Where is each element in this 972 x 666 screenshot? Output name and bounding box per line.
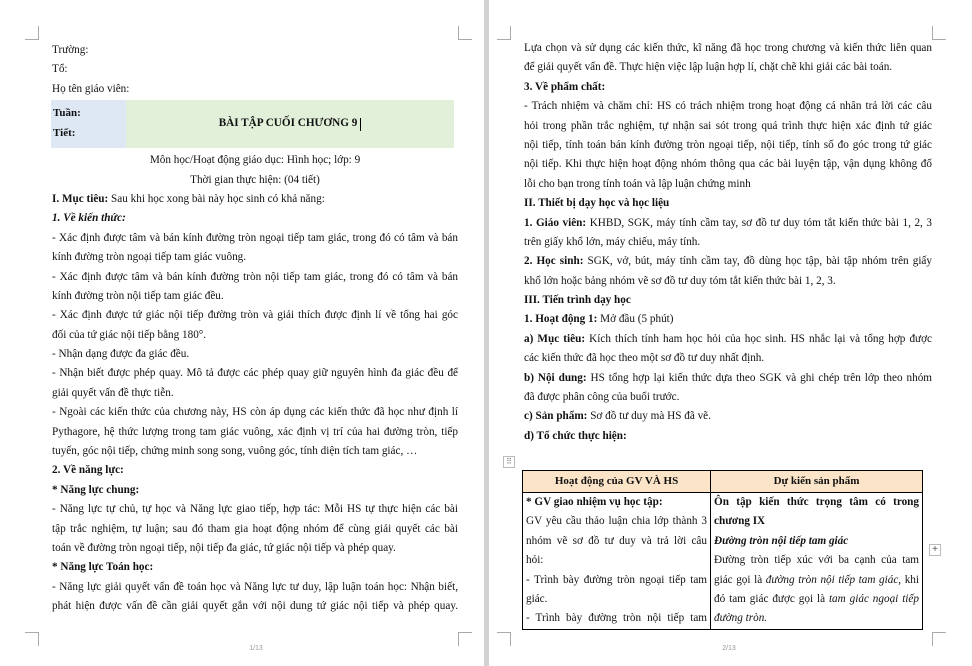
student-equipment-text: SGK, vở, bút, máy tính cầm tay, đồ dùng học tập, bài tập nhóm trên giấy	[583, 255, 932, 268]
table-move-handle-icon[interactable]: ⠿	[503, 456, 515, 468]
competence-item: - Năng lực giải quyết vấn đề toán học và Năng lực tư duy, lập luận toán học: Nhận biết,	[52, 580, 458, 593]
activities-cell[interactable]	[523, 493, 711, 630]
activity-table[interactable]	[522, 470, 923, 630]
page-2-body[interactable]	[524, 39, 932, 446]
product-label: c) Sản phẩm:	[524, 410, 588, 423]
cell-text-italic: đường tròn nội tiếp tam giác,	[765, 573, 902, 586]
teacher-equipment-label: 1. Giáo viên:	[524, 216, 587, 229]
cell-line: Ôn tập kiến thức trọng tâm có trong	[714, 496, 919, 508]
quality-item: lỗi cho bạn trong tính toán và lập luận chứng minh	[524, 177, 751, 190]
student-equipment-line	[524, 252, 932, 271]
competence-item: tập trắc nghiệm, tự luận; sau đó tham gia hoạt động nhóm để cùng giải quyết các bài	[52, 522, 458, 535]
corner-mark	[458, 632, 472, 646]
quality-heading: 3. Về phẩm chất:	[524, 80, 606, 93]
school-label: Trường:	[52, 44, 89, 56]
page-number: 2/13	[722, 645, 736, 652]
content-label: b) Nội dung:	[524, 371, 587, 384]
product-text: Sơ đồ tư duy mà HS đã vẽ.	[587, 410, 711, 423]
corner-mark	[497, 632, 511, 646]
corner-mark	[458, 26, 472, 40]
cell-line: * GV giao nhiệm vụ học tập:	[526, 496, 663, 508]
cell-text: khi	[901, 573, 919, 586]
cell-text: giác gọi là	[714, 573, 766, 586]
organization-label: d) Tổ chức thực hiện:	[524, 429, 627, 442]
knowledge-item: đối của tứ giác nội tiếp bằng 180°.	[52, 328, 207, 341]
general-competence-heading: * Năng lực chung:	[52, 483, 140, 496]
competence-item: toán về đường tròn ngoại tiếp, nội tiếp đa giác, tứ giác nội tiếp và phép quay.	[52, 541, 396, 554]
competence-heading: 2. Về năng lực:	[52, 464, 124, 477]
knowledge-item: giải quyết vấn đề thực tiễn.	[52, 386, 174, 399]
knowledge-item: - Xác định được tâm và bán kính đường tròn nội tiếp tam giác, trong đó có tâm và bán	[52, 270, 458, 283]
corner-mark	[497, 26, 511, 40]
knowledge-item: kính đường tròn nội tiếp tam giác đều.	[52, 289, 224, 302]
goal-cont: các kiến thức đã học theo một sơ đồ tư duy nhất định.	[524, 352, 765, 365]
cell-text-italic: tam giác ngoại tiếp	[828, 592, 919, 605]
knowledge-item: kính đường tròn ngoại tiếp tam giác vuông.	[52, 251, 247, 264]
activity-1-line	[524, 310, 932, 329]
competence-item: - Năng lực tự chủ, tự học và Năng lực giao tiếp, hợp tác: Mỗi HS tự thực hiện các bài	[52, 503, 458, 516]
cell-line: nhóm vẽ sơ đồ tư duy và trả lời câu	[526, 534, 707, 547]
knowledge-item: tuyến, góc nội tiếp, chứng minh song song, vuông góc, tính diện tích tam giác, …	[52, 445, 418, 458]
quality-item: nội tiếp, tính toán bán kính đường tròn ngoại tiếp, nội tiếp, tính số đo góc trong tứ giác	[524, 138, 932, 151]
cell-line	[714, 571, 919, 590]
paragraph-line: Lựa chọn và sử dụng các kiến thức, kĩ năng đã học trong chương và kiến thức liên quan	[524, 42, 932, 54]
cell-line: giác.	[526, 592, 548, 605]
cell-line: đường tròn.	[714, 612, 768, 625]
objective-heading: I. Mục tiêu:	[52, 192, 109, 205]
quality-item: hỏi trong phần trắc nghiệm, tự nhận sai sót trong quá trình thực hiện xác định tứ giác	[524, 119, 932, 132]
cell-text: đó tam giác được gọi là	[714, 592, 829, 605]
content-line	[524, 369, 932, 388]
col-header-products[interactable]: Dự kiến sản phẩm	[711, 471, 923, 493]
products-cell[interactable]	[711, 493, 923, 630]
cell-line: chương IX	[714, 515, 766, 528]
text-cursor	[360, 118, 361, 131]
cell-line	[714, 590, 919, 609]
paragraph-line: để giải quyết vấn đề. Thực hiện việc lập luận hợp lí, chặt chẽ khi giải các bài toán.	[524, 61, 893, 74]
cell-line: Đường tròn nội tiếp tam giác	[714, 534, 849, 547]
product-line	[524, 407, 932, 426]
knowledge-item: - Nhận dạng được đa giác đều.	[52, 348, 190, 361]
quality-item: - Trách nhiệm và chăm chỉ: HS có trách nhiệm trong hoạt động cá nhân trả lời các câu	[524, 100, 932, 113]
equipment-heading: II. Thiết bị dạy học và học liệu	[524, 197, 670, 210]
student-equipment-label: 2. Học sinh:	[524, 255, 584, 268]
cell-line: - Trình bày đường tròn nội tiếp tam	[526, 612, 707, 625]
page-number: 1/13	[249, 645, 263, 652]
lesson-title: BÀI TẬP CUỐI CHƯƠNG 9	[218, 117, 358, 130]
table-row	[523, 493, 923, 630]
document-page-2	[489, 0, 972, 666]
activity-1-text: Mở đầu (5 phút)	[597, 313, 674, 326]
math-competence-heading: * Năng lực Toán học:	[52, 561, 154, 574]
title-cell[interactable]	[126, 100, 454, 148]
document-page-1	[0, 0, 484, 666]
teacher-equipment-cont: trên giấy khổ lớn, máy chiếu, máy tính.	[524, 235, 701, 248]
title-table[interactable]	[51, 100, 454, 148]
corner-mark	[25, 632, 39, 646]
knowledge-item: - Xác định được tứ giác nội tiếp đường tròn và giải thích được định lí về tổng hai góc	[52, 309, 458, 322]
knowledge-item: - Ngoài các kiến thức của chương này, HS còn áp dụng các kiến thức đã học như định lí	[52, 406, 458, 419]
teacher-label: Họ tên giáo viên:	[52, 82, 130, 95]
week-label: Tuần:	[53, 107, 81, 120]
objective-text: Sau khi học xong bài này học sinh có khả năng:	[108, 192, 325, 205]
corner-mark	[932, 26, 946, 40]
objective-line	[52, 190, 458, 209]
corner-mark	[932, 632, 946, 646]
student-equipment-cont: khổ lớn hoặc bảng nhóm vẽ sơ đồ tư duy tóm tắt kiến thức bài 1, 2, 3.	[524, 274, 836, 287]
goal-label: a) Mục tiêu:	[524, 332, 586, 345]
teacher-equipment-line	[524, 214, 932, 233]
activity-1-label: 1. Hoạt động 1:	[524, 313, 598, 326]
content-cont: đã được phân công của buổi trước.	[524, 391, 680, 404]
knowledge-item: - Nhận biết được phép quay. Mô tả được các phép quay giữ nguyên hình đa giác đều để	[52, 367, 458, 380]
competence-item: phát hiện được vấn đề cần giải quyết gắn với nội dung tứ giác nội tiếp và phép quay.	[52, 600, 458, 613]
knowledge-item: Pythagore, hệ thức lượng trong tam giác vuông, xác định vị trí của hai đường tròn, tiếp	[52, 425, 458, 438]
week-period-cell[interactable]	[51, 100, 126, 148]
subject-line: Môn học/Hoạt động giáo dục: Hình học; lớp: 9	[149, 154, 361, 167]
goal-line	[524, 330, 932, 349]
corner-mark	[25, 26, 39, 40]
cell-line: - Trình bày đường tròn ngoại tiếp tam	[526, 573, 707, 586]
duration-line: Thời gian thực hiện: (04 tiết)	[190, 173, 320, 186]
add-column-plus-icon[interactable]: +	[929, 544, 941, 556]
cell-line: Đường tròn tiếp xúc với ba cạnh của tam	[714, 554, 919, 567]
knowledge-item: - Xác định được tâm và bán kính đường tròn ngoại tiếp tam giác, trong đó có tâm và bán	[52, 231, 458, 244]
page-1-body[interactable]	[52, 41, 458, 617]
cell-line: hỏi:	[526, 554, 544, 567]
table-header-row	[523, 471, 923, 493]
content-text: HS tổng hợp lại kiến thức dựa theo SGK và ghi chép trên lớp theo nhóm	[586, 371, 932, 384]
col-header-activities[interactable]: Hoạt động của GV VÀ HS	[523, 471, 711, 493]
cell-line: GV yêu cầu thảo luận chia lớp thành 3	[526, 515, 707, 528]
knowledge-heading: 1. Về kiến thức:	[52, 212, 126, 225]
group-label: Tổ:	[52, 63, 68, 76]
teacher-equipment-text: KHBD, SGK, máy tính cầm tay, sơ đồ tư duy tóm tắt kiến thức bài 1, 2, 3	[586, 216, 932, 229]
progress-heading: III. Tiến trình dạy học	[524, 294, 631, 307]
period-label: Tiết:	[53, 127, 76, 140]
goal-text: Kích thích tính ham học hỏi của học sinh. HS nhắc lại và tổng hợp được	[585, 332, 932, 345]
quality-item: nội tiếp. Khi thực hiện hoạt động nhóm thông qua các bài luyện tập, vận dụng không đổ	[524, 158, 932, 171]
